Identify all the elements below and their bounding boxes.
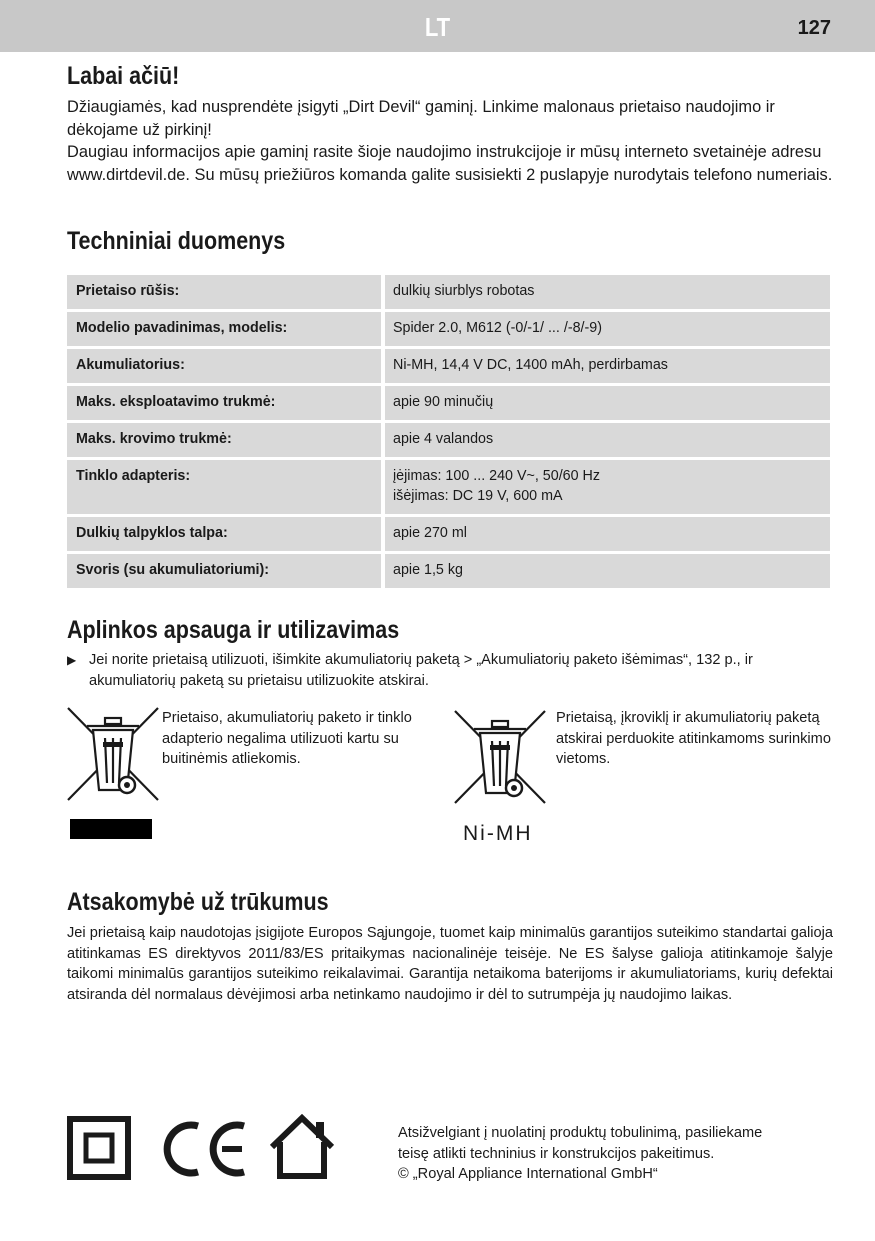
- spec-value-line: Spider 2.0, M612 (-0/-1/ ... /-8/-9): [393, 320, 602, 336]
- spec-value-line: įėjimas: 100 ... 240 V~, 50/60 Hz: [393, 468, 601, 484]
- footer-line-1: Atsižvelgiant į nuolatinį produktų tobulinimą, pasiliekame: [398, 1125, 763, 1141]
- spec-key: Svoris (su akumuliatoriumi):: [67, 554, 385, 588]
- spec-row: [67, 386, 830, 420]
- spec-value: [385, 349, 830, 383]
- spec-value: [385, 517, 830, 551]
- language-code: LT: [424, 12, 451, 42]
- spec-row: [67, 517, 830, 551]
- indoor-use-house-icon: [268, 1114, 336, 1180]
- crossed-bin-battery-icon: [452, 708, 550, 808]
- specs-heading: Techniniai duomenys: [67, 227, 286, 255]
- environment-bullet: [67, 650, 837, 691]
- spec-value: [385, 312, 830, 346]
- spec-value: [385, 460, 830, 514]
- environment-heading: Aplinkos apsauga ir utilizavimas: [67, 616, 400, 644]
- bin1-description: Prietaiso, akumuliatorių paketo ir tinklo adapterio negalima utilizuoti kartu su buitinėmis atliekomis.: [162, 710, 412, 767]
- spec-value: [385, 386, 830, 420]
- spec-row: [67, 349, 830, 383]
- spec-value-line: apie 4 valandos: [393, 431, 494, 447]
- thanks-paragraph-1: Džiaugiamės, kad nusprendėte įsigyti „Dirt Devil“ gaminį. Linkime malonaus prietaiso naudojimo ir dėkojame už pirkinį!: [67, 98, 775, 139]
- spec-key: Akumuliatorius:: [67, 349, 385, 383]
- thanks-paragraph-2: Daugiau informacijos apie gaminį rasite šioje naudojimo instrukcijoje ir mūsų interneto svetainėje adresu www.dirtdevil.de. Su mūsų priežiūros komanda galite susisiekti 2 puslapyje nurodytais telefono numeriais.: [67, 143, 833, 184]
- spec-row: [67, 312, 830, 346]
- spec-key: Modelio pavadinimas, modelis:: [67, 312, 385, 346]
- bin2-description: Prietaisą, įkroviklį ir akumuliatorių paketą atskirai perduokite atitinkamoms surinkimo vietoms.: [556, 710, 831, 767]
- spec-key: Tinklo adapteris:: [67, 460, 385, 514]
- spec-value-line: apie 1,5 kg: [393, 562, 463, 578]
- crossed-bin-icon: [65, 705, 163, 805]
- spec-key: Prietaiso rūšis:: [67, 275, 385, 309]
- footer-notice: [398, 1123, 838, 1185]
- liability-heading: Atsakomybė už trūkumus: [67, 888, 329, 916]
- nimh-label: Ni-MH: [463, 822, 533, 845]
- environment-bullet-text: Jei norite prietaisą utilizuoti, išimkite akumuliatorių paketą > „Akumuliatorių paketo išėmimas“, 132 p., ir akumuliatorių paketą su prietaisu utilizuokite atskirai.: [89, 652, 753, 689]
- spec-value-line: dulkių siurblys robotas: [393, 283, 535, 299]
- spec-key: Dulkių talpyklos talpa:: [67, 517, 385, 551]
- footer-line-2: teisę atlikti techninius ir konstrukcijos pakeitimus.: [398, 1145, 715, 1162]
- spec-value-line-2: išėjimas: DC 19 V, 600 mA: [393, 488, 563, 504]
- spec-key: Maks. eksploatavimo trukmė:: [67, 386, 385, 420]
- black-bar-symbol: [70, 819, 152, 839]
- ce-mark-icon: [160, 1118, 248, 1180]
- double-insulation-icon: [67, 1116, 131, 1180]
- spec-row: [67, 460, 830, 514]
- header-bar: [0, 0, 875, 52]
- spec-row: [67, 423, 830, 457]
- specs-table: [67, 272, 830, 591]
- spec-value: [385, 423, 830, 457]
- spec-value: [385, 275, 830, 309]
- spec-row: [67, 275, 830, 309]
- spec-value: [385, 554, 830, 588]
- liability-text: Jei prietaisą kaip naudotojas įsigijote Europos Sąjungoje, tuomet kaip minimalūs garantijos suteikimo standartai galioja atitinkamas ES direktyvos 2011/83/ES pritaikymas nacionalinėje teisėje. Ne ES šalyse galioja atitinkamoje šalyje taikomi minimalūs garantijos suteikimo reikalavimai. Garantija netaikoma baterijoms ir akumuliatoriams, kurių defektai atsiranda dėl normalaus dėvėjimosi arba netinkamo naudojimo ir dėl to sutrumpėja jų naudojimo laikas.: [67, 925, 833, 1003]
- thanks-heading: Labai ačiū!: [67, 62, 180, 90]
- spec-value-line: Ni-MH, 14,4 V DC, 1400 mAh, perdirbamas: [393, 357, 668, 373]
- bullet-arrow-icon: ▶: [67, 653, 77, 667]
- page-number: 127: [797, 17, 831, 39]
- spec-row: [67, 554, 830, 588]
- footer-copyright: © „Royal Appliance International GmbH“: [398, 1166, 658, 1182]
- spec-value-line: apie 270 ml: [393, 525, 467, 541]
- spec-value-line: apie 90 minučių: [393, 394, 494, 410]
- spec-key: Maks. krovimo trukmė:: [67, 423, 385, 457]
